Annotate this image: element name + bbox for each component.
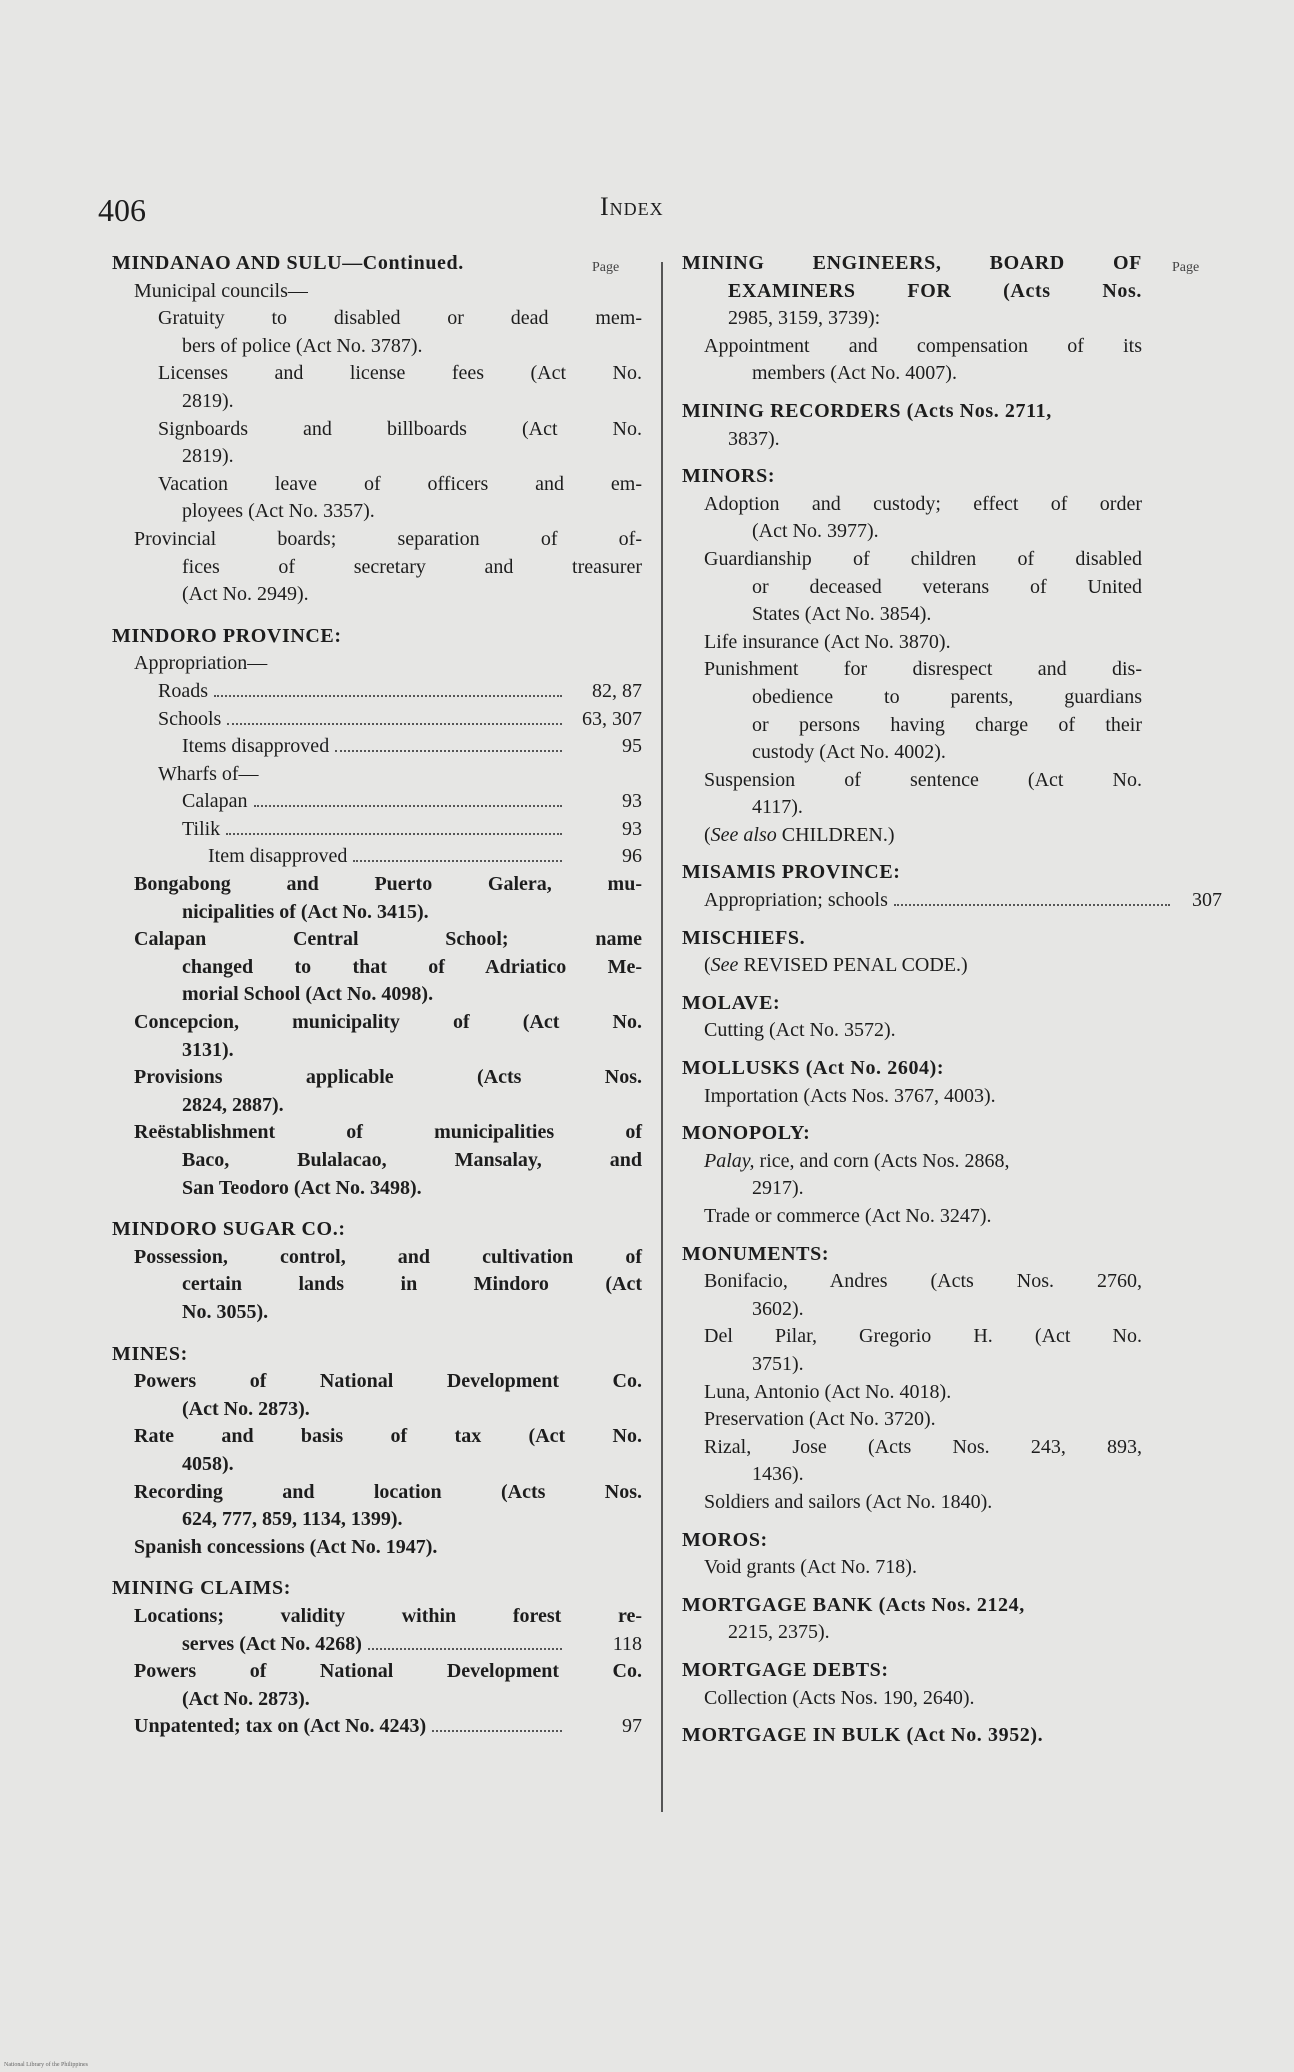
index-entry-with-page <box>682 887 1222 915</box>
index-entry: Suspension of sentence (Act No. <box>704 768 1142 791</box>
index-heading: MINDORO SUGAR CO.: <box>112 1218 346 1241</box>
index-entry: San Teodoro (Act No. 3498). <box>182 1176 422 1199</box>
index-heading: MINES: <box>112 1342 188 1365</box>
index-heading: MONUMENTS: <box>682 1242 830 1265</box>
index-entry: Concepcion, municipality of (Act No. <box>134 1011 642 1034</box>
entry-text: Unpatented; tax on (Act No. 4243) <box>134 1715 427 1738</box>
index-entry: members (Act No. 4007). <box>752 362 957 385</box>
index-entry: Provisions applicable (Acts Nos. <box>134 1066 642 1089</box>
index-entry: obedience to parents, guardians <box>752 685 1142 708</box>
index-entry: custody (Act No. 4002). <box>752 741 946 764</box>
index-entry: fices of secretary and treasurer <box>182 555 642 578</box>
page-column-label-left: Page <box>592 260 620 275</box>
index-entry: (Act No. 2873). <box>182 1397 310 1420</box>
index-entry: 3837). <box>728 427 780 450</box>
index-entry: States (Act No. 3854). <box>752 603 932 626</box>
index-heading: MISAMIS PROVINCE: <box>682 861 901 884</box>
page-ref: 95 <box>622 735 642 758</box>
index-entry-with-page <box>112 843 642 871</box>
index-entry: Recording and location (Acts Nos. <box>134 1480 642 1503</box>
index-heading: MINING RECORDERS (Acts Nos. 2711, <box>682 399 1052 422</box>
left-column <box>112 250 642 1741</box>
page-ref: 63, 307 <box>582 707 642 730</box>
entry-text: Tilik <box>182 817 221 840</box>
dot-leader <box>254 805 562 807</box>
page-number: 406 <box>98 192 146 228</box>
page-ref: 93 <box>622 817 642 840</box>
page-ref: 96 <box>622 845 642 868</box>
index-entry: certain lands in Mindoro (Act <box>182 1273 642 1296</box>
index-entry: 624, 777, 859, 1134, 1399). <box>182 1508 403 1531</box>
index-entry <box>682 1148 1142 1176</box>
page-ref: 97 <box>622 1715 642 1738</box>
entry-text: serves (Act No. 4268) <box>182 1632 362 1655</box>
page-ref: 82, 87 <box>592 679 642 702</box>
index-entry: Locations; validity within forest re- <box>134 1604 642 1627</box>
index-heading: MOROS: <box>682 1528 768 1551</box>
index-entry: Importation (Acts Nos. 3767, 4003). <box>704 1084 996 1107</box>
index-entry-with-page <box>112 1713 642 1741</box>
index-entry: 4117). <box>752 796 803 819</box>
index-entry: 2819). <box>182 389 234 412</box>
index-heading: MISCHIEFS. <box>682 926 806 949</box>
index-heading: MINORS: <box>682 465 776 488</box>
index-entry: or deceased veterans of United <box>752 575 1142 598</box>
index-entry: Del Pilar, Gregorio H. (Act No. <box>704 1325 1142 1348</box>
index-entry: Powers of National Development Co. <box>134 1370 642 1393</box>
dot-leader <box>894 904 1170 906</box>
dot-leader <box>214 695 562 697</box>
index-heading: MORTGAGE BANK (Acts Nos. 2124, <box>682 1593 1025 1616</box>
index-entry: Bonifacio, Andres (Acts Nos. 2760, <box>704 1270 1142 1293</box>
index-heading: MOLAVE: <box>682 991 781 1014</box>
index-heading: MINING CLAIMS: <box>112 1577 291 1600</box>
index-entry: Possession, control, and cultivation of <box>134 1245 642 1268</box>
index-entry-with-page <box>112 816 642 844</box>
index-entry: No. 3055). <box>182 1300 269 1323</box>
dot-leader <box>432 1730 562 1732</box>
index-entry: Powers of National Development Co. <box>134 1660 642 1683</box>
see-label: See <box>710 954 739 977</box>
index-heading: MINDANAO AND SULU—Continued. <box>112 252 464 274</box>
index-entry: Gratuity to disabled or dead mem- <box>158 307 642 330</box>
index-entry: Bongabong and Puerto Galera, mu- <box>134 873 642 896</box>
index-entry: Rate and basis of tax (Act No. <box>134 1425 642 1448</box>
cross-reference-target: CHILDREN. <box>781 823 888 846</box>
italic-term: Palay, <box>704 1149 755 1172</box>
index-heading: MORTGAGE DEBTS: <box>682 1658 889 1681</box>
index-entry: Vacation leave of officers and em- <box>158 472 642 495</box>
index-entry: Reëstablishment of municipalities of <box>134 1121 642 1144</box>
index-entry: Collection (Acts Nos. 190, 2640). <box>704 1686 975 1709</box>
index-entry: Luna, Antonio (Act No. 4018). <box>704 1380 952 1403</box>
entry-text: Items disapproved <box>182 735 330 758</box>
index-entry: (Act No. 3977). <box>752 520 879 543</box>
running-head: Index <box>600 192 664 221</box>
dot-leader <box>353 860 562 862</box>
index-entry: 1436). <box>752 1463 804 1486</box>
index-entry: Signboards and billboards (Act No. <box>158 417 642 440</box>
index-entry: Calapan Central School; name <box>134 928 642 951</box>
index-heading: MONOPOLY: <box>682 1122 811 1145</box>
index-entry-with-page <box>112 706 642 734</box>
index-entry: Preservation (Act No. 3720). <box>704 1408 936 1431</box>
index-entry: 2985, 3159, 3739): <box>728 307 881 330</box>
index-heading: MOLLUSKS (Act No. 2604): <box>682 1057 945 1080</box>
cross-reference-target: REVISED PENAL CODE. <box>743 954 962 977</box>
index-entry: Baco, Bulalacao, Mansalay, and <box>182 1149 642 1171</box>
index-entry: 2824, 2887). <box>182 1093 284 1116</box>
entry-text: Item disapproved <box>208 845 348 868</box>
column-divider <box>661 262 663 1812</box>
index-entry: Municipal councils— <box>134 279 308 302</box>
index-entry: Cutting (Act No. 3572). <box>704 1019 896 1042</box>
page-column-label-right: Page <box>1172 260 1200 275</box>
index-entry: Provincial boards; separation of of- <box>134 527 642 550</box>
cross-reference: (See REVISED PENAL CODE.) <box>704 954 968 977</box>
index-entry: Appointment and compensation of its <box>704 334 1142 357</box>
entry-text: Schools <box>158 707 222 730</box>
index-entry: Licenses and license fees (Act No. <box>158 362 642 385</box>
page-ref: 118 <box>612 1632 642 1655</box>
index-entry: (Act No. 2873). <box>182 1687 310 1710</box>
index-entry: Soldiers and sailors (Act No. 1840). <box>704 1490 993 1513</box>
index-entry: morial School (Act No. 4098). <box>182 983 434 1006</box>
index-heading: MINING ENGINEERS, BOARD OF <box>682 252 1142 274</box>
index-entry: Life insurance (Act No. 3870). <box>704 630 951 653</box>
dot-leader <box>226 833 562 835</box>
dot-leader <box>227 723 562 725</box>
scan-footer: National Library of the Philippines <box>4 2062 88 2068</box>
index-entry: Wharfs of— <box>158 762 259 785</box>
index-entry: Appropriation— <box>134 652 268 675</box>
index-entry: 2819). <box>182 445 234 468</box>
entry-text: rice, and corn (Acts Nos. 2868, <box>759 1149 1010 1172</box>
index-entry: 2917). <box>752 1177 804 1200</box>
entry-text: Appropriation; schools <box>704 889 888 912</box>
entry-text: Roads <box>158 679 208 702</box>
index-entry: Punishment for disrespect and dis- <box>704 658 1142 681</box>
index-entry: 2215, 2375). <box>728 1621 830 1644</box>
index-entry: Spanish concessions (Act No. 1947). <box>134 1535 438 1558</box>
index-entry: ployees (Act No. 3357). <box>182 500 375 523</box>
index-entry: Adoption and custody; effect of order <box>704 492 1142 515</box>
index-entry: nicipalities of (Act No. 3415). <box>182 900 429 923</box>
page-ref: 93 <box>622 790 642 813</box>
index-entry: 3602). <box>752 1297 804 1320</box>
index-entry: Guardianship of children of disabled <box>704 547 1142 570</box>
page-ref: 307 <box>1192 889 1222 912</box>
entry-text: Calapan <box>182 790 248 813</box>
index-entry: (Act No. 2949). <box>182 583 309 606</box>
index-entry-with-page <box>112 733 642 761</box>
index-entry-with-page <box>112 678 642 706</box>
index-entry: 3131). <box>182 1038 234 1061</box>
see-also-label: See also <box>710 823 777 846</box>
cross-reference: (See also CHILDREN.) <box>704 823 895 846</box>
index-heading: EXAMINERS FOR (Acts Nos. <box>728 279 1142 302</box>
index-entry-with-page <box>112 1631 642 1659</box>
index-entry: Void grants (Act No. 718). <box>704 1556 917 1579</box>
index-entry: 4058). <box>182 1452 234 1475</box>
index-entry: changed to that of Adriatico Me- <box>182 955 642 978</box>
index-entry-with-page <box>112 788 642 816</box>
index-heading: MINDORO PROVINCE: <box>112 624 342 647</box>
dot-leader <box>335 750 562 752</box>
index-entry: Rizal, Jose (Acts Nos. 243, 893, <box>704 1435 1142 1458</box>
index-heading: MORTGAGE IN BULK (Act No. 3952). <box>682 1724 1044 1747</box>
index-entry: 3751). <box>752 1352 804 1375</box>
index-entry: Trade or commerce (Act No. 3247). <box>704 1205 992 1227</box>
index-entry: bers of police (Act No. 3787). <box>182 334 423 357</box>
dot-leader <box>368 1648 562 1650</box>
index-entry: or persons having charge of their <box>752 713 1142 736</box>
